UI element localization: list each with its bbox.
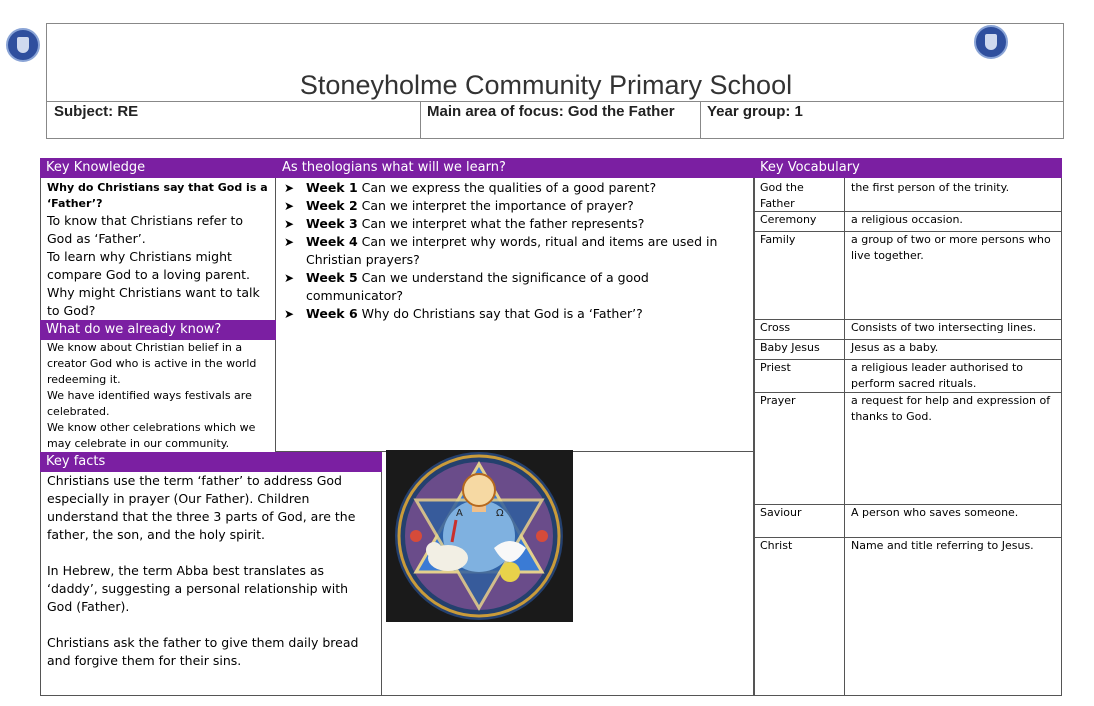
key-facts-paragraph-3: Christians ask the father to give them daily bread and forgive them for their sins. [47,635,359,668]
subject-label: Subject: RE [54,103,139,120]
learn-body [276,178,754,452]
vocab-definition: a request for help and expression of thanks to God. [851,394,1051,423]
vocab-term: Ceremony [760,213,817,226]
key-knowledge-line-2: To learn why Christians might compare God to a loving parent. [47,249,250,282]
vocab-row [754,392,1062,505]
vocab-term: Priest [760,361,791,374]
focus-label: Main area of focus: God the Father [427,103,675,120]
week-item: ➤ Week 6 Why do Christians say that God is a ‘Father’? [282,305,747,323]
vocab-row [754,211,1062,232]
vocab-row [754,231,1062,320]
year-group-label: Year group: 1 [707,103,803,120]
vocab-row [754,319,1062,340]
page-title: Stoneyholme Community Primary School [299,70,793,100]
already-know-body [40,340,276,452]
week-item: ➤ Week 4 Can we interpret why words, ritual and items are used in Christian prayers? [282,233,747,269]
vocab-definition: Jesus as a baby. [851,341,939,354]
vocab-definition: a religious occasion. [851,213,963,226]
vocab-definition: a group of two or more persons who live together. [851,233,1051,262]
already-know-line-2: We have identified ways festivals are celebrated. [47,389,252,418]
already-know-line-1: We know about Christian belief in a creator God who is active in the world redeeming it. [47,341,257,386]
vocab-definition: Consists of two intersecting lines. [851,321,1037,334]
vocab-row [754,537,1062,696]
vocab-row [754,339,1062,360]
vocab-definition: A person who saves someone. [851,506,1019,519]
vocab-term: Christ [760,539,793,552]
key-facts-paragraph-2: In Hebrew, the term Abba best translates as ‘daddy’, suggesting a personal relationship with God (Father). [47,563,349,614]
key-knowledge-header: Key Knowledge [40,158,276,178]
omega-letter: Ω [496,508,504,519]
vocab-term: Saviour [760,506,802,519]
already-know-header: What do we already know? [40,320,276,340]
learn-header: As theologians what will we learn? [276,158,754,178]
vocab-term: Family [760,233,796,246]
already-know-line-3: We know other celebrations which we may celebrate in our community. [47,421,256,450]
vocab-definition: Name and title referring to Jesus. [851,539,1034,552]
week-item: ➤ Week 2 Can we interpret the importance of prayer? [282,197,747,215]
weeks-list [282,179,747,323]
vocabulary-header: Key Vocabulary [754,158,1062,178]
key-knowledge-question: Why do Christians say that God is a ‘Father’? [47,181,268,210]
week-item: ➤ Week 1 Can we express the qualities of a good parent? [282,179,747,197]
vocab-term: God the Father [760,181,804,210]
stained-glass-image [386,450,573,622]
key-knowledge-line-3: Why might Christians want to talk to God? [47,285,260,318]
school-logo-left [6,28,40,62]
vocab-row [754,178,1062,212]
week-item: ➤ Week 5 Can we understand the significance of a good communicator? [282,269,747,305]
vocab-term: Cross [760,321,791,334]
week-item: ➤ Week 3 Can we interpret what the father represents? [282,215,747,233]
alpha-letter: A [456,508,463,519]
key-facts-paragraph-1: Christians use the term ‘father’ to address God especially in prayer (Our Father). Children understand that the three 3 parts of God, are the father, the son, and the holy spirit. [47,473,356,542]
vocab-definition: the first person of the trinity. [851,181,1010,194]
key-facts-header: Key facts [40,452,382,472]
vocab-definition: a religious leader authorised to perform sacred rituals. [851,361,1024,390]
vocab-row [754,359,1062,393]
vocab-term: Prayer [760,394,796,407]
vocab-row [754,504,1062,538]
vocab-term: Baby Jesus [760,341,820,354]
key-facts-body [40,472,382,696]
header-divider [46,101,1064,102]
key-knowledge-body [40,178,276,320]
key-knowledge-line-1: To know that Christians refer to God as ‘Father’. [47,213,244,246]
